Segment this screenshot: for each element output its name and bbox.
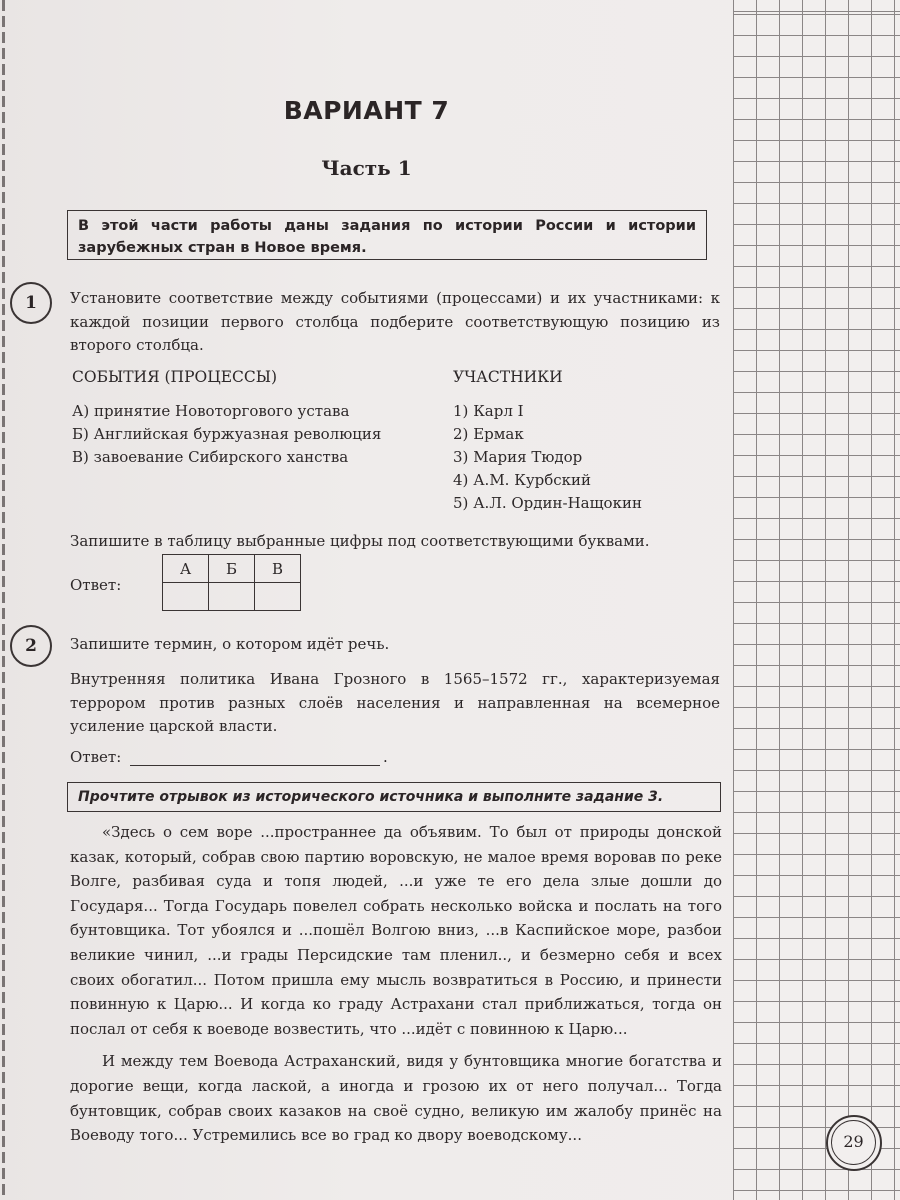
answer-column-v-header: В bbox=[255, 555, 301, 583]
page-number-badge bbox=[826, 1115, 882, 1171]
answer-table-input-row bbox=[163, 583, 301, 611]
task-number-2-circle: 2 bbox=[10, 625, 52, 667]
participant-key: 1) bbox=[453, 402, 469, 420]
participant-item-4 bbox=[453, 469, 591, 491]
event-item-b bbox=[72, 423, 381, 445]
task2-prompt: Запишите термин, о котором идёт речь. bbox=[70, 635, 390, 653]
event-item-v bbox=[72, 446, 348, 468]
participant-key: 4) bbox=[453, 471, 469, 489]
intro-box: В этой части работы даны задания по истории России и истории зарубежных стран в Новое время. bbox=[67, 210, 707, 260]
page-number: 29 bbox=[831, 1120, 876, 1165]
participant-text: Ермак bbox=[473, 425, 524, 443]
task1-instruction: Запишите в таблицу выбранные цифры под соответствующими буквами. bbox=[70, 532, 650, 550]
participant-item-1 bbox=[453, 400, 524, 422]
participant-text: Карл I bbox=[473, 402, 524, 420]
grid-border bbox=[733, 0, 734, 1200]
graph-paper-grid bbox=[733, 0, 900, 1200]
participant-item-3 bbox=[453, 446, 582, 468]
event-text: Английская буржуазная революция bbox=[93, 425, 382, 443]
part-title: Часть 1 bbox=[321, 156, 412, 180]
event-text: принятие Новоторгового устава bbox=[94, 402, 350, 420]
event-key: В) bbox=[72, 448, 89, 466]
answer-cell-a[interactable] bbox=[163, 583, 209, 611]
participant-key: 5) bbox=[453, 494, 469, 512]
event-key: А) bbox=[72, 402, 90, 420]
task2-answer-field[interactable] bbox=[130, 765, 380, 766]
participant-text: А.М. Курбский bbox=[473, 471, 592, 489]
participant-item-5 bbox=[453, 492, 642, 514]
answer-cell-b[interactable] bbox=[209, 583, 255, 611]
event-item-a bbox=[72, 400, 349, 422]
participant-key: 2) bbox=[453, 425, 469, 443]
answer-column-a-header: А bbox=[163, 555, 209, 583]
task1-answer-table bbox=[162, 554, 301, 611]
answer-cell-v[interactable] bbox=[255, 583, 301, 611]
dashed-margin-line bbox=[2, 0, 5, 1200]
participants-column-header: УЧАСТНИКИ bbox=[453, 368, 563, 386]
variant-title: ВАРИАНТ 7 bbox=[283, 96, 450, 125]
task1-prompt: Установите соответствие между событиями (процессами) и их участниками: к каждой позиции первого столбца подберите соответствующую позицию из второго столбца. bbox=[70, 289, 720, 354]
task2-answer-period: . bbox=[383, 748, 388, 766]
event-text: завоевание Сибирского ханства bbox=[93, 448, 349, 466]
task3-instruction-box: Прочтите отрывок из исторического источника и выполните задание 3. bbox=[67, 782, 721, 812]
events-column-header: СОБЫТИЯ (ПРОЦЕССЫ) bbox=[72, 368, 278, 386]
participant-item-2 bbox=[453, 423, 524, 445]
task1-answer-label: Ответ: bbox=[70, 576, 122, 594]
task-number-1-circle: 1 bbox=[10, 282, 52, 324]
task2-answer-label: Ответ: bbox=[70, 748, 122, 766]
participant-text: А.Л. Ордин-Нащокин bbox=[473, 494, 642, 512]
participant-text: Мария Тюдор bbox=[473, 448, 583, 466]
task2-text: Внутренняя политика Ивана Грозного в 1565–1572 гг., характеризуемая террором против разных слоёв населения и направленная на всемерное усиление царской власти. bbox=[70, 670, 720, 735]
answer-column-b-header: Б bbox=[209, 555, 255, 583]
source-paragraph-2: И между тем Воевода Астраханский, видя у бунтовщика многие богатства и дорогие вещи, когда лаской, а иногда и грозою их от него получал... Тогда бунтовщик, собрав своих казаков на своё судно, великую им жалобу принёс на Воеводу того... Устремились все во град ко двору воеводскому... bbox=[70, 1052, 722, 1145]
event-key: Б) bbox=[72, 425, 89, 443]
participant-key: 3) bbox=[453, 448, 469, 466]
answer-table-header-row bbox=[163, 555, 301, 583]
source-paragraph-1: «Здесь о сем воре ...пространнее да объявим. То был от природы донской казак, который, собрав свою партию воровскую, не малое время воровав по реке Волге, разбивая суда и топя людей, ...и уже те его дела злые дошли до Государя... Тогда Государь повелел собрать несколько войска и послать на того бунтовщика. Тот убоялся и ...пошёл Волгою вниз, ...в Каспийское море, разбои великие чинил, ...и грады Персидские там пленил.., и безмерно себя и всех своих обогатил... Потом пришла ему мысль возвратиться в Россию, и принести повинную к Царю... И когда ко граду Астрахани стал приближаться, тогда он послал от себя к воеводе возвестить, что ...идёт с повинною к Царю... bbox=[70, 823, 722, 1038]
historical-source-excerpt bbox=[70, 820, 722, 1148]
